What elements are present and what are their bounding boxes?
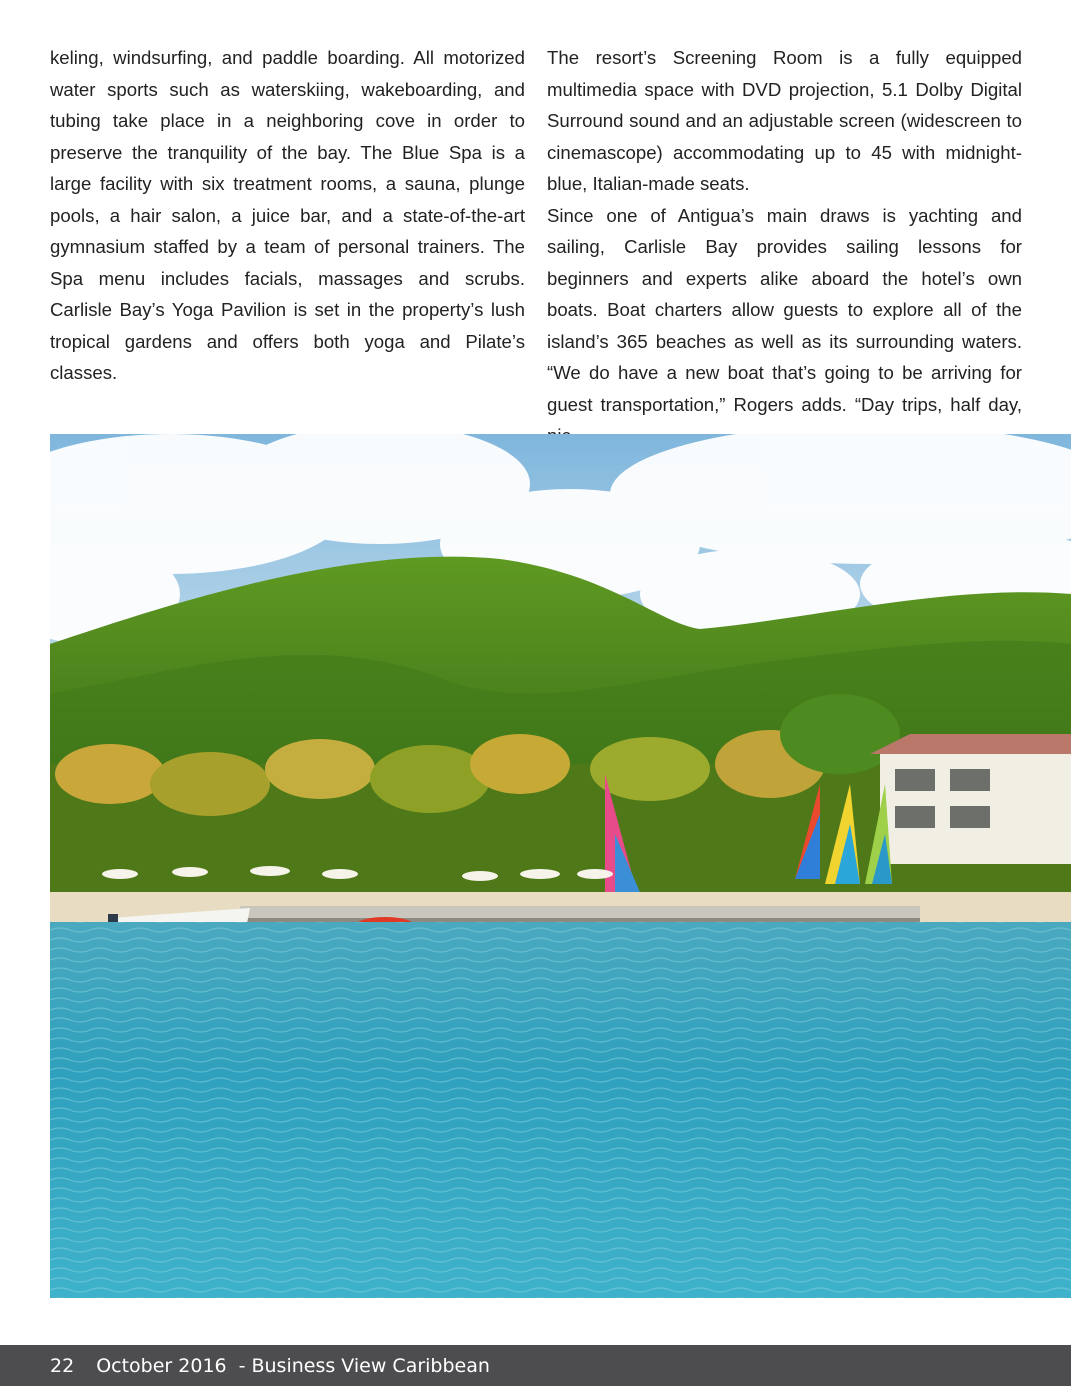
article-right-column <box>547 42 1022 452</box>
hotel-building <box>870 734 1071 864</box>
paragraph: The resort’s Screening Room is a fully equipped multimedia space with DVD projection, 5.1 Dolby Digital Surround sound and an adjustable screen (widescreen to cinemascope) accommodating up to 45 with midnight-blue, Italian-made seats. <box>547 47 1022 194</box>
beach-resort-photo <box>50 434 1071 1298</box>
paragraph: keling, windsurfing, and paddle boarding. All motorized water sports such as waterskiing, wakeboarding, and tubing take place in a neighboring cove in order to preserve the tranquility of the bay. The Blue Spa is a large facility with six treatment rooms, a sauna, plunge pools, a hair salon, a juice bar, and a state-of-the-art gymnasium staffed by a team of personal trainers. The Spa menu includes facials, massages and scrubs. Carlisle Bay’s Yoga Pavilion is set in the property’s lush tropical gardens and offers both yoga and Pilate’s classes. <box>50 47 525 383</box>
issue-date: October 2016 <box>96 1354 227 1377</box>
page-footer <box>0 1345 1071 1386</box>
publication-name: Business View Caribbean <box>251 1354 490 1377</box>
page-number: 22 <box>50 1354 75 1377</box>
sea-ripples <box>50 922 1071 1298</box>
footer-separator: - <box>238 1354 246 1377</box>
article-left-column <box>50 42 525 389</box>
paragraph: Since one of Antigua’s main draws is yachting and sailing, Carlisle Bay provides sailing lessons for beginners and experts alike aboard the hotel’s own boats. Boat charters allow guests to explore all of the island’s 365 beaches as well as its surrounding waters. “We do have a new boat that’s going to be arriving for guest transportation,” Rogers adds. “Day trips, half day, <box>547 204 1022 415</box>
dock <box>240 906 920 918</box>
